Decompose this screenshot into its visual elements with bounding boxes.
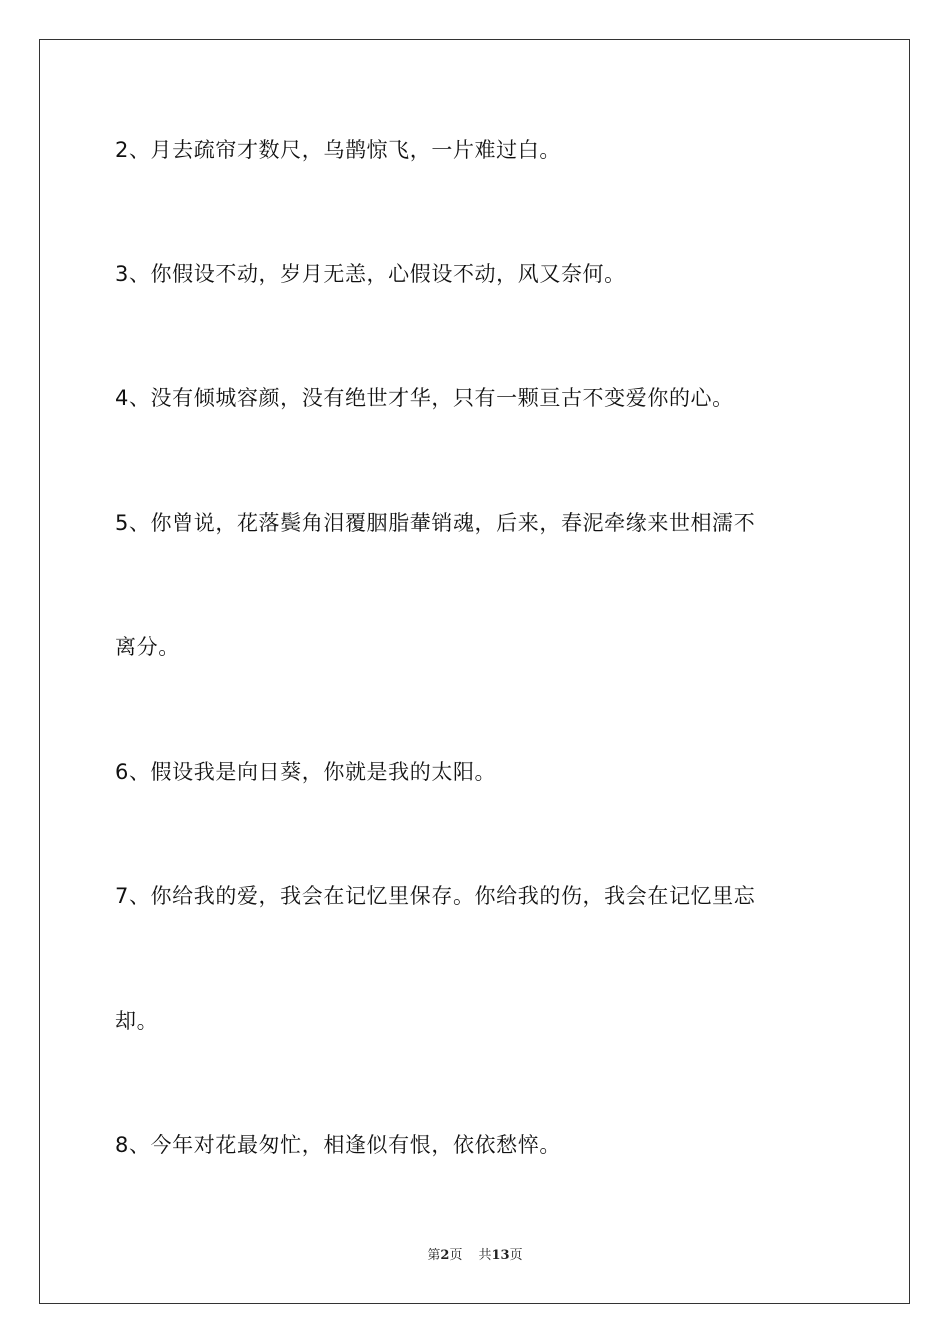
text-line-item-2: 2、月去疏帘才数尺，乌鹊惊飞，一片难过白。	[115, 138, 561, 162]
footer-page-suffix: 页	[449, 1248, 463, 1263]
footer-total-prefix: 共	[478, 1248, 492, 1263]
footer-total-suffix: 页	[509, 1248, 523, 1263]
text-line-item-4: 4、没有倾城容颜，没有绝世才华，只有一颗亘古不变爱你的心。	[115, 386, 734, 410]
text-line-item-6: 6、假设我是向日葵，你就是我的太阳。	[115, 760, 497, 784]
page-footer	[0, 1247, 950, 1265]
text-line-item-7: 7、你给我的爱，我会在记忆里保存。你给我的伤，我会在记忆里忘	[115, 884, 756, 908]
text-line-item-5-continued: 离分。	[115, 635, 180, 659]
text-line-item-3: 3、你假设不动，岁月无恙，心假设不动，风又奈何。	[115, 262, 626, 286]
text-line-item-5: 5、你曾说，花落鬓角泪覆胭脂輂销魂，后来，春泥牵缘来世相濡不	[115, 511, 756, 535]
footer-page-prefix: 第	[427, 1248, 441, 1263]
text-line-item-7-continued: 却。	[115, 1009, 159, 1033]
footer-current-page: 2	[440, 1248, 450, 1263]
footer-total-pages: 13	[491, 1248, 510, 1263]
page-border	[39, 39, 910, 1304]
text-line-item-8: 8、今年对花最匆忙，相逢似有恨，依依愁悴。	[115, 1133, 561, 1157]
